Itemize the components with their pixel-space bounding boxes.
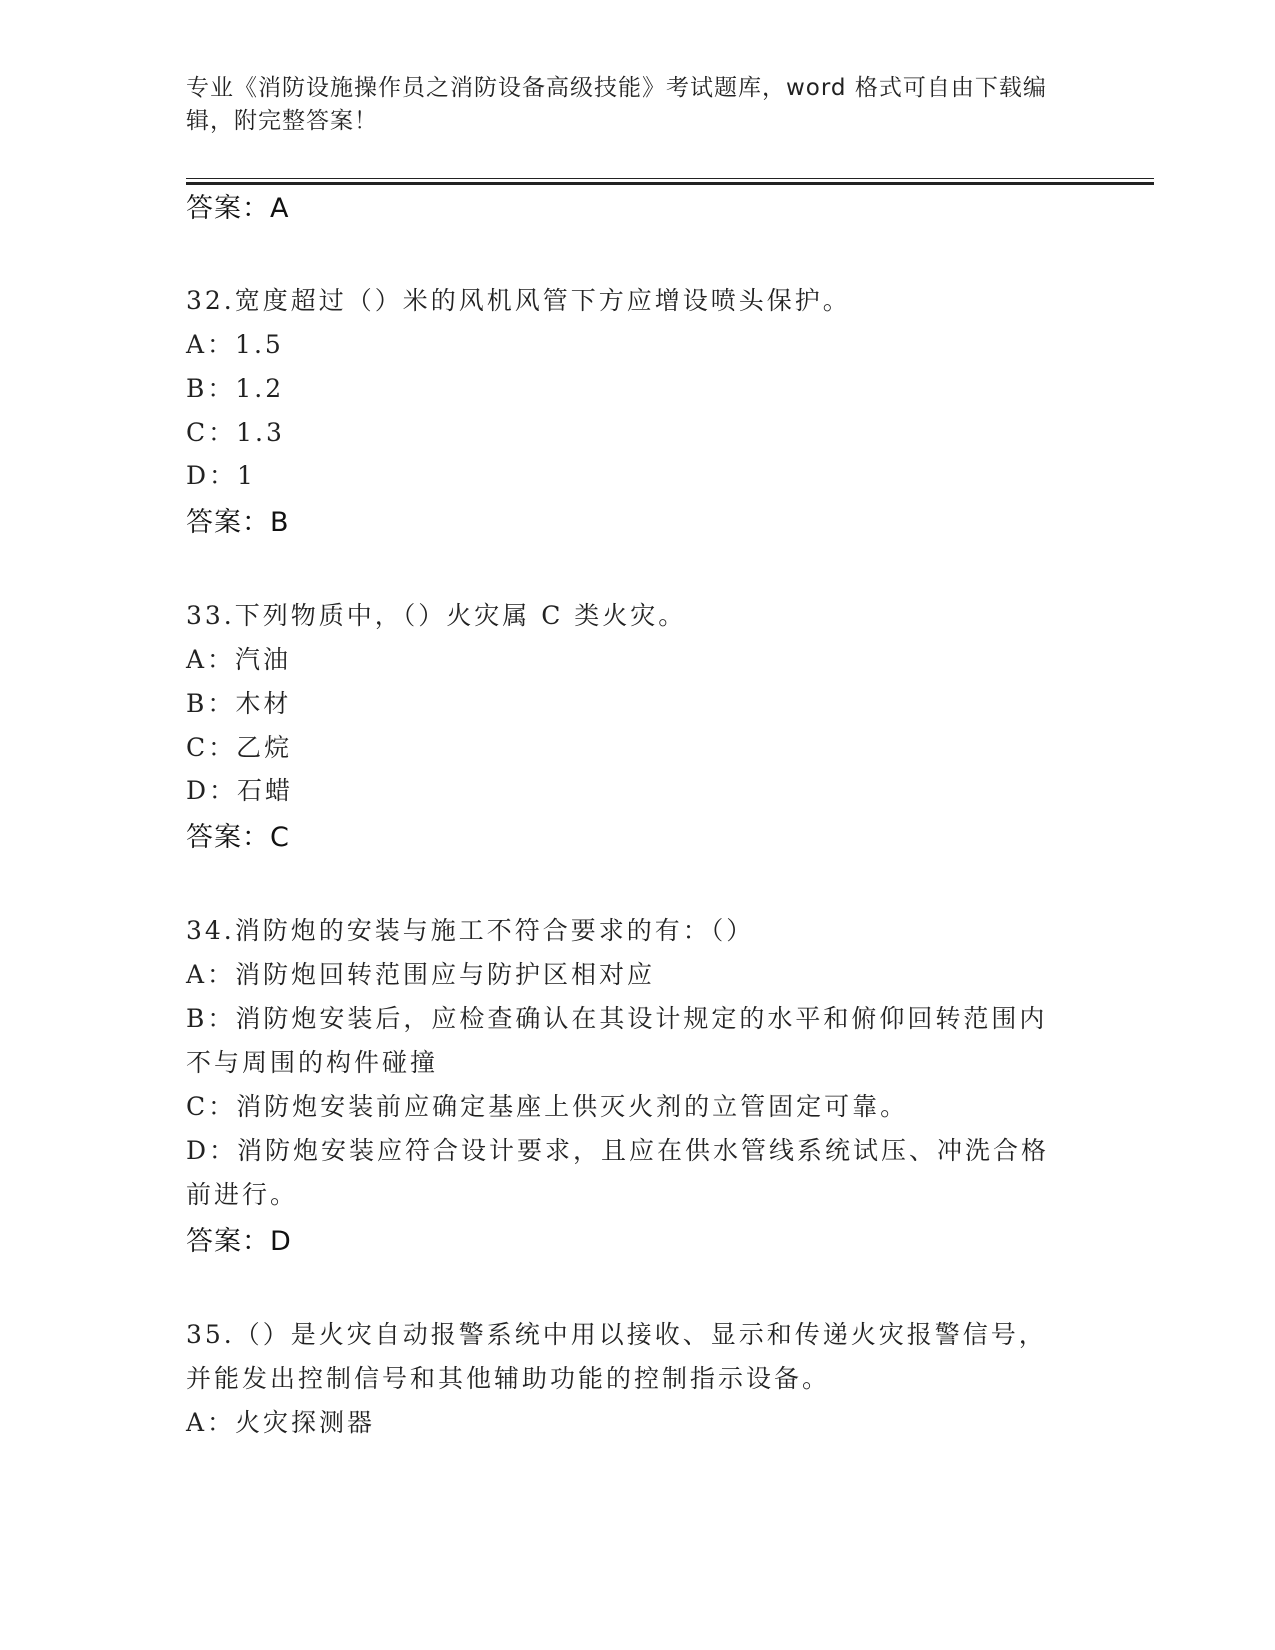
document-header (186, 72, 1066, 138)
question-35-stem-cont: 并能发出控制信号和其他辅助功能的控制指示设备。 (186, 1364, 831, 1393)
question-33-option-a: A：汽油 (186, 645, 292, 674)
question-32-option-c: C：1.3 (186, 418, 285, 447)
question-33-stem: 33.下列物质中，（）火灾属 C 类火灾。 (186, 601, 687, 630)
question-35-option-a: A：火灾探测器 (186, 1408, 376, 1437)
question-34-stem: 34.消防炮的安装与施工不符合要求的有：（） (186, 916, 755, 945)
question-32-option-b: B：1.2 (186, 374, 285, 403)
question-34-option-d: D：消防炮安装应符合设计要求，且应在供水管线系统试压、冲洗合格 (186, 1136, 1050, 1165)
question-34-option-b: B：消防炮安装后，应检查确认在其设计规定的水平和俯仰回转范围内 (186, 1004, 1048, 1033)
question-35-stem: 35.（）是火灾自动报警系统中用以接收、显示和传递火灾报警信号， (186, 1320, 1047, 1349)
question-33-option-b: B：木材 (186, 689, 292, 718)
header-line-2: 辑，附完整答案！ (186, 108, 378, 134)
previous-answer: 答案：A (186, 193, 290, 224)
question-34-option-b-cont: 不与周围的构件碰撞 (186, 1048, 439, 1077)
question-32-option-d: D：1 (186, 461, 256, 490)
question-34-option-d-cont: 前进行。 (186, 1180, 299, 1209)
question-32-option-a: A：1.5 (186, 330, 284, 359)
header-line-1: 专业《消防设施操作员之消防设备高级技能》考试题库，word 格式可自由下载编 (186, 75, 1047, 101)
question-34-option-a: A：消防炮回转范围应与防护区相对应 (186, 960, 656, 989)
question-34-answer: 答案：D (186, 1226, 292, 1257)
question-34-option-c: C：消防炮安装前应确定基座上供灭火剂的立管固定可靠。 (186, 1092, 909, 1121)
question-33-option-d: D：石蜡 (186, 776, 294, 805)
question-33-option-c: C：乙烷 (186, 733, 293, 762)
header-rule-thin (186, 178, 1154, 179)
question-32-answer: 答案：B (186, 507, 290, 538)
question-32-stem: 32.宽度超过（）米的风机风管下方应增设喷头保护。 (186, 286, 851, 315)
question-33-answer: 答案：C (186, 822, 290, 853)
header-rule-thick (186, 182, 1154, 185)
